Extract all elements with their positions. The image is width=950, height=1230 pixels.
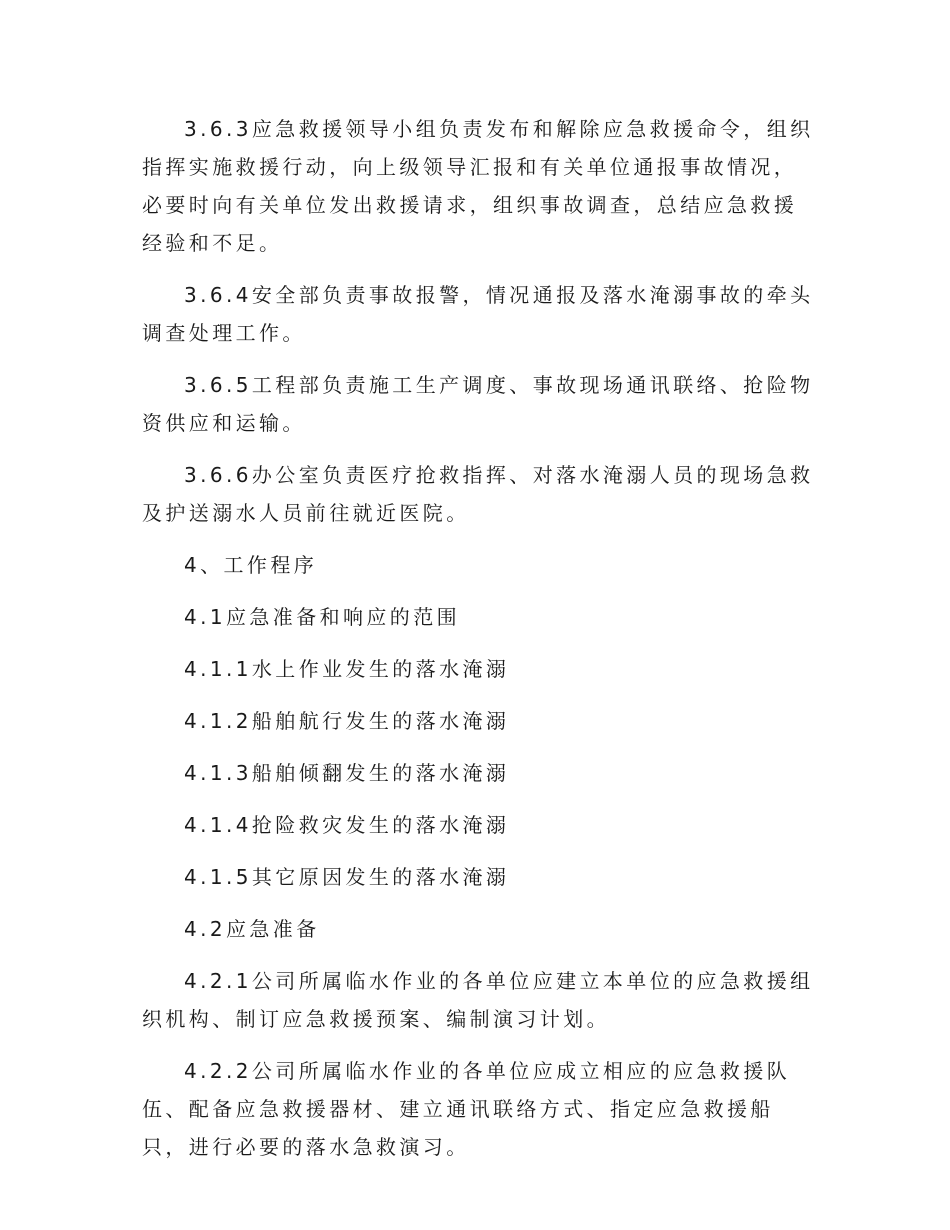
paragraph-3-6-5: 3.6.5工程部负责施工生产调度、事故现场通讯联络、抢险物资供应和运输。 [142,373,814,435]
paragraph-4-2-1: 4.2.1公司所属临水作业的各单位应建立本单位的应急救援组织机构、制订应急救援预案、编制演习计划。 [142,969,814,1031]
subsection-heading-4-1: 4.1应急准备和响应的范围 [184,605,461,629]
subsection-heading-4-2: 4.2应急准备 [184,917,320,941]
paragraph-4-2-2: 4.2.2公司所属临水作业的各单位应成立相应的应急救援队伍、配备应急救援器材、建立通讯联络方式、指定应急救援船只，进行必要的落水急救演习。 [142,1059,791,1159]
list-item-4-1-4: 4.1.4抢险救灾发生的落水淹溺 [184,813,510,837]
paragraph-3-6-4: 3.6.4安全部负责事故报警，情况通报及落水淹溺事故的牵头调查处理工作。 [142,283,814,345]
paragraph-3-6-3: 3.6.3应急救援领导小组负责发布和解除应急救援命令，组织指挥实施救援行动，向上级领导汇报和有关单位通报事故情况，必要时向有关单位发出救援请求，组织事故调查，总结应急救援经验和不足。 [142,117,814,255]
document-body [142,110,814,1180]
paragraph-3-6-6: 3.6.6办公室负责医疗抢救指挥、对落水淹溺人员的现场急救及护送溺水人员前往就近医院。 [142,463,814,525]
section-heading-4: 4、工作程序 [184,553,318,577]
list-item-4-1-1: 4.1.1水上作业发生的落水淹溺 [184,657,510,681]
list-item-4-1-5: 4.1.5其它原因发生的落水淹溺 [184,865,510,889]
list-item-4-1-3: 4.1.3船舶倾翻发生的落水淹溺 [184,761,510,785]
list-item-4-1-2: 4.1.2船舶航行发生的落水淹溺 [184,709,510,733]
